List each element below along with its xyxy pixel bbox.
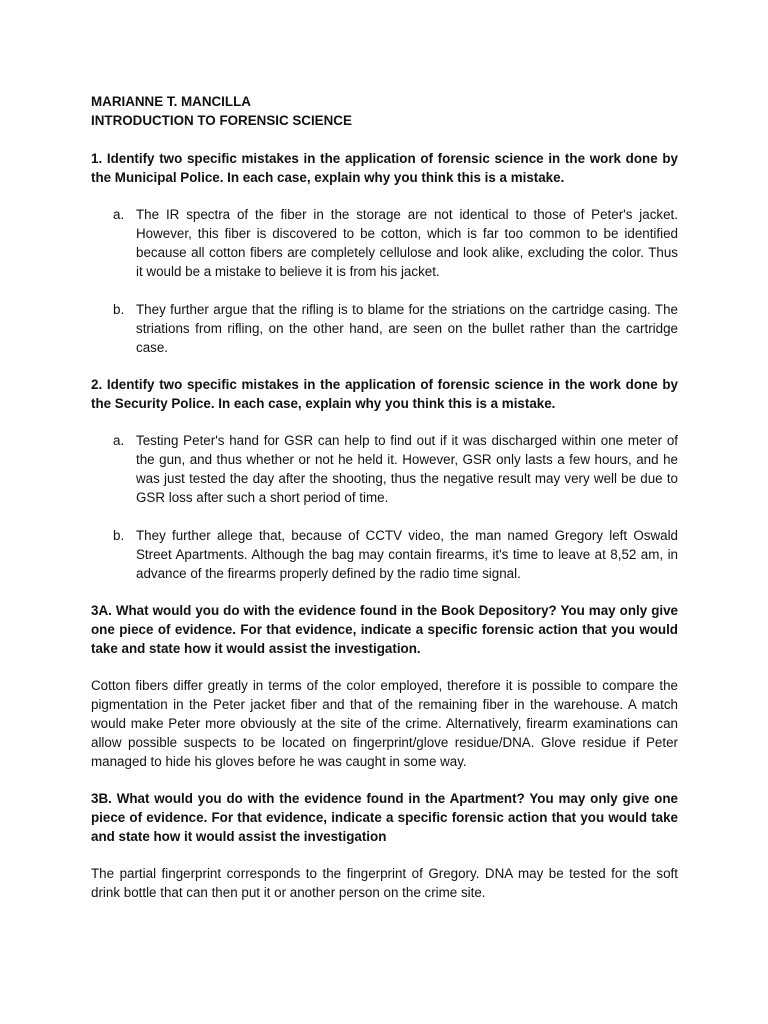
question-3b: 3B. What would you do with the evidence found in the Apartment? You may only give one piece of evidence. For that evidence, indicate a specific forensic action that you would take and state how it would assist the investigation bbox=[91, 791, 678, 844]
question-2-answers bbox=[91, 431, 678, 583]
list-marker: b. bbox=[113, 528, 125, 543]
list-item bbox=[91, 205, 678, 281]
answer-text: Testing Peter's hand for GSR can help to find out if it was discharged within one meter of the gun, and thus whether or not he held it. However, GSR only lasts a few hours, and he was just tested the day after the shooting, thus the negative result may very well be due to GSR loss after such a short period of time. bbox=[136, 433, 678, 505]
question-3a: 3A. What would you do with the evidence found in the Book Depository? You may only give one piece of evidence. For that evidence, indicate a specific forensic action that you would take and state how it would assist the investigation. bbox=[91, 603, 678, 656]
author-name: MARIANNE T. MANCILLA bbox=[91, 94, 251, 109]
question-2: 2. Identify two specific mistakes in the application of forensic science in the work done by the Security Police. In each case, explain why you think this is a mistake. bbox=[91, 377, 678, 411]
list-item bbox=[91, 431, 678, 507]
answer-text: They further argue that the rifling is to blame for the striations on the cartridge casing. The striations from rifling, on the other hand, are seen on the bullet rather than the cartridge case. bbox=[136, 302, 678, 355]
course-title: INTRODUCTION TO FORENSIC SCIENCE bbox=[91, 113, 352, 128]
answer-3a: Cotton fibers differ greatly in terms of the color employed, therefore it is possible to compare the pigmentation in the Peter jacket fiber and that of the remaining fiber in the warehouse. A match would make Peter more obviously at the site of the crime. Alternatively, firearm examinations can allow possible suspects to be located on fingerprint/glove residue/DNA. Glove residue if Peter managed to hide his gloves before he was caught in some way. bbox=[91, 678, 678, 769]
list-item bbox=[91, 526, 678, 583]
answer-text: The IR spectra of the fiber in the storage are not identical to those of Peter's jacket. However, this fiber is discovered to be cotton, which is far too common to be identified because all cotton fibers are completely cellulose and look alike, excluding the color. Thus it would be a mistake to believe it is from his jacket. bbox=[136, 207, 678, 279]
list-marker: a. bbox=[113, 433, 125, 448]
list-marker: b. bbox=[113, 302, 125, 317]
answer-text: They further allege that, because of CCTV video, the man named Gregory left Oswald Street Apartments. Although the bag may contain firearms, it's time to leave at 8,52 am, in advance of the firearms properly defined by the radio time signal. bbox=[136, 528, 678, 581]
question-1: 1. Identify two specific mistakes in the application of forensic science in the work done by the Municipal Police. In each case, explain why you think this is a mistake. bbox=[91, 151, 678, 185]
list-marker: a. bbox=[113, 207, 125, 222]
question-1-answers bbox=[91, 205, 678, 357]
list-item bbox=[91, 300, 678, 357]
document-page bbox=[91, 92, 678, 902]
answer-3b: The partial fingerprint corresponds to the fingerprint of Gregory. DNA may be tested for the soft drink bottle that can then put it or another person on the crime site. bbox=[91, 866, 678, 900]
